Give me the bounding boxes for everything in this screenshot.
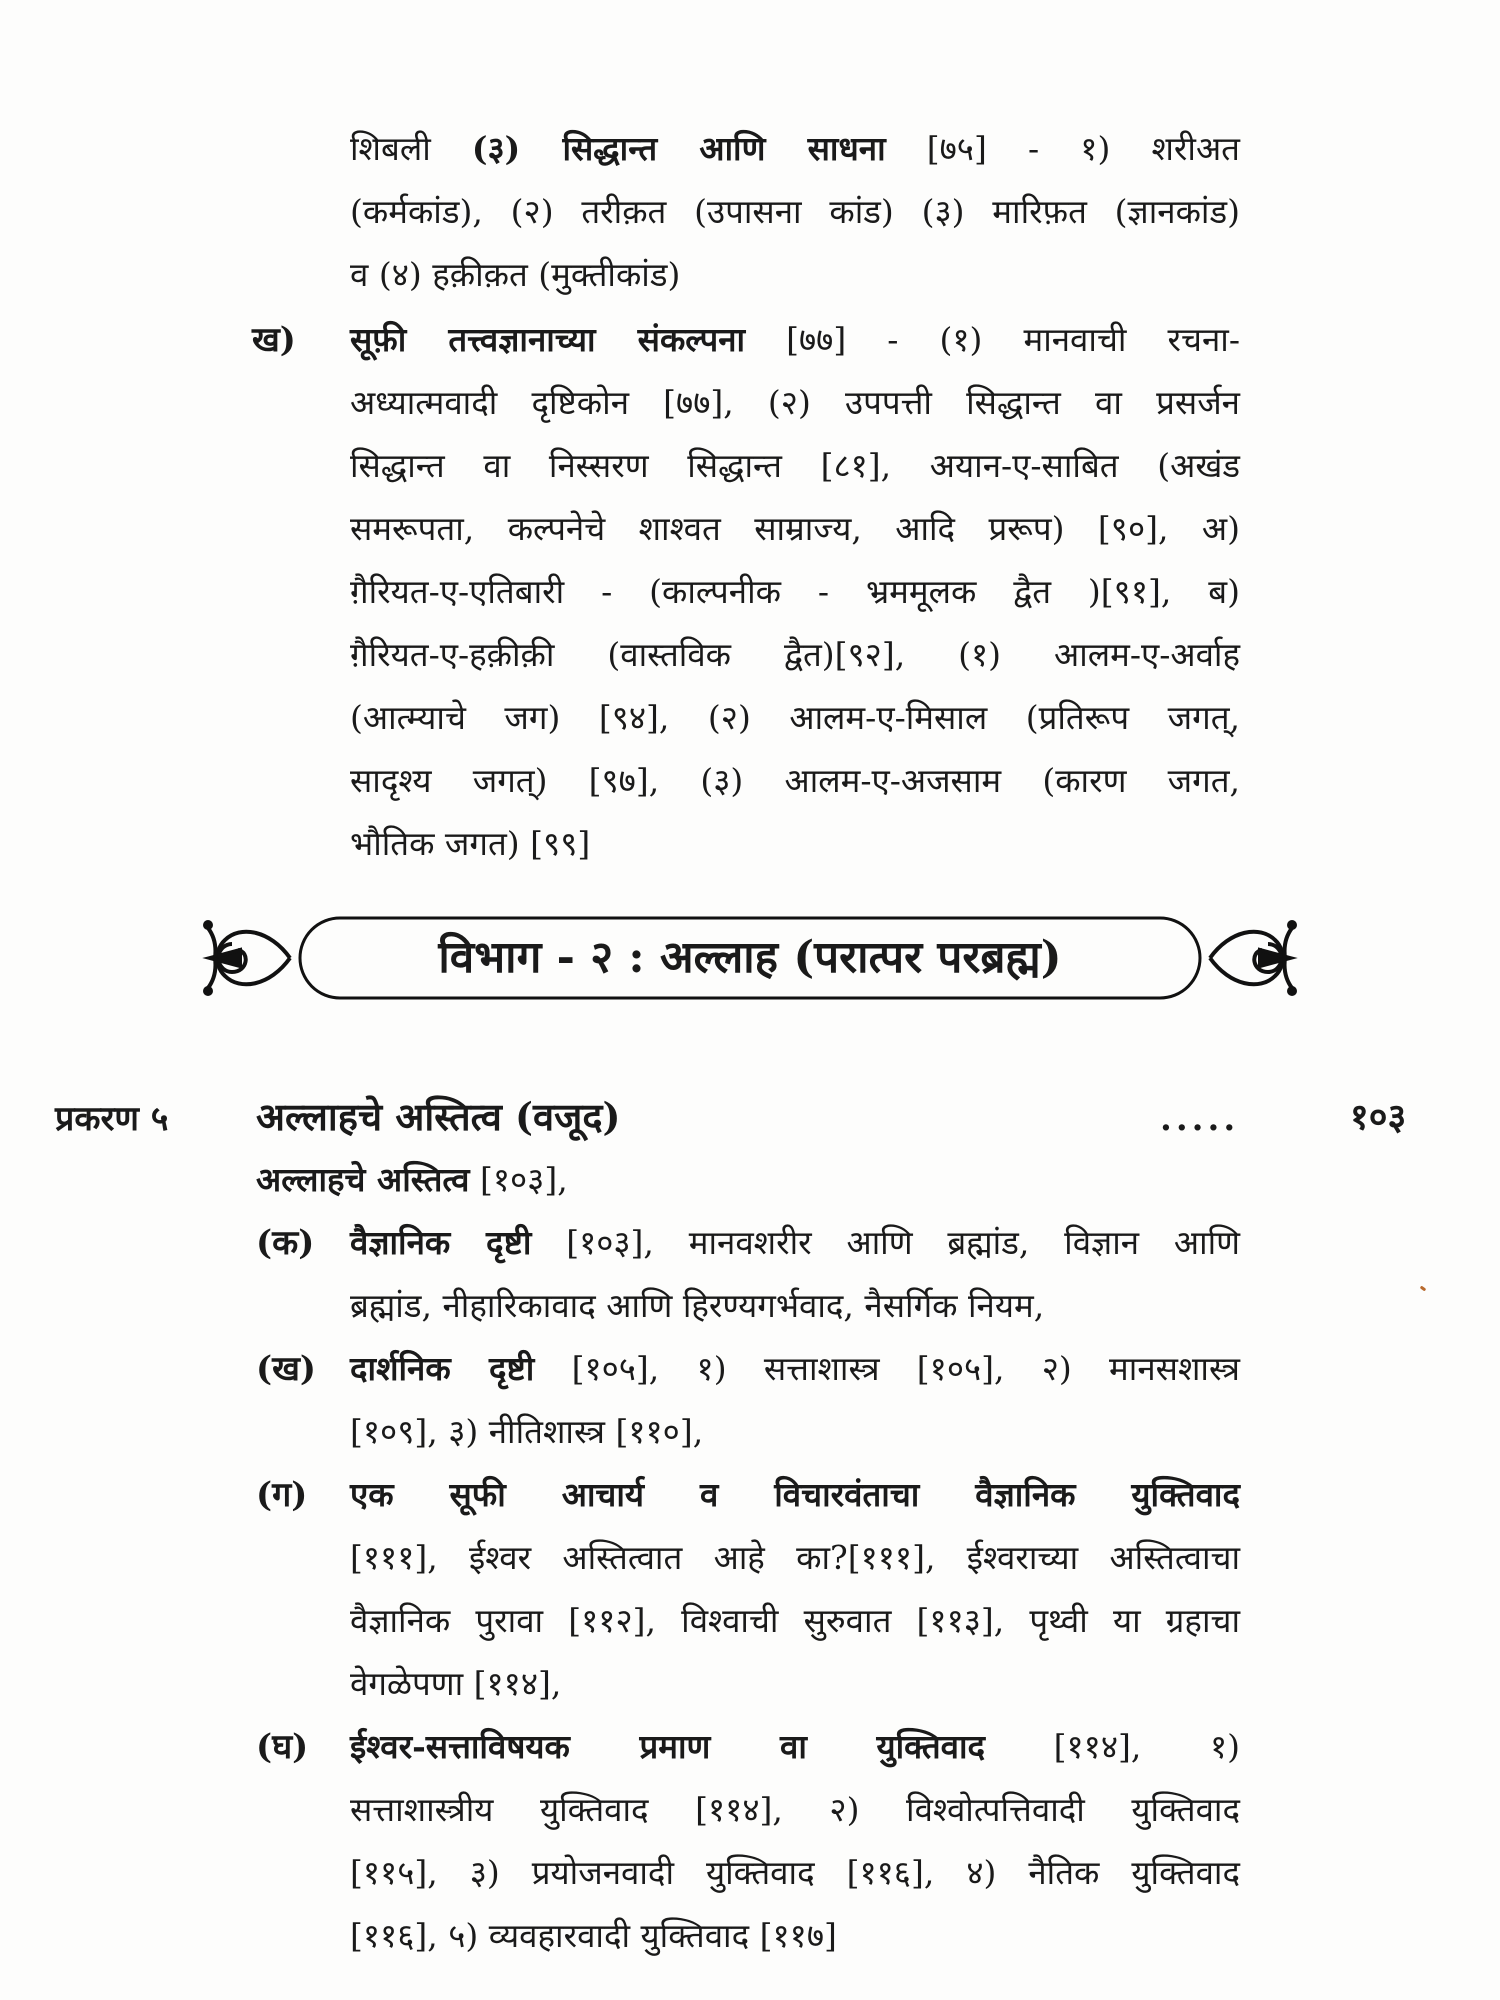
- toc-line: [350, 127, 1240, 171]
- toc-line: (कर्मकांड), (२) तरीक़त (उपासना कांड) (३) मारिफ़त (ज्ञानकांड): [350, 192, 1240, 231]
- ornament-dot-icon: [1287, 920, 1297, 930]
- toc-line: (आत्म्याचे जग) [९४], (२) आलम-ए-मिसाल (प्रतिरूप जगत्,: [350, 698, 1240, 737]
- toc-line: [१११], ईश्वर अस्तित्वात आहे का?[१११], ईश्वराच्या अस्तित्वाचा: [350, 1538, 1240, 1577]
- toc-line: सिद्धान्त वा निस्सरण सिद्धान्त [८१], अयान-ए-साबित (अखंड: [350, 446, 1240, 485]
- ornament-dot-icon: [203, 986, 213, 996]
- page-number: १०३: [1350, 1096, 1407, 1138]
- toc-line: अध्यात्मवादी दृष्टिकोन [७७], (२) उपपत्ती सिद्धान्त वा प्रसर्जन: [350, 383, 1240, 422]
- item-marker: (क): [256, 1223, 315, 1263]
- toc-heading: (३) सिद्धान्त आणि साधना: [471, 129, 886, 168]
- toc-heading: सूफ़ी तत्त्वज्ञानाच्या संकल्पना: [350, 320, 746, 359]
- ink-speck: [1420, 1286, 1427, 1292]
- toc-text: [७५] - १) शरीअत: [885, 129, 1240, 168]
- toc-text: [११४], १): [985, 1727, 1240, 1766]
- item-marker: ख): [252, 320, 296, 360]
- toc-text: [१०५], १) सत्ताशास्त्र [१०५], २) मानसशास्त्र: [534, 1349, 1240, 1388]
- chapter-title: अल्लाहचे अस्तित्व (वजूद): [256, 1094, 621, 1139]
- leader-dots: .....: [1160, 1099, 1240, 1139]
- toc-text: [७७] - (१) मानवाची रचना-: [745, 320, 1240, 359]
- toc-line: ग़ैरियत-ए-एतिबारी - (काल्पनीक - भ्रममूलक द्वैत )[९१], ब): [350, 572, 1240, 611]
- toc-text: [१०३], मानवशरीर आणि ब्रह्मांड, विज्ञान आणि: [531, 1223, 1240, 1262]
- toc-line: [350, 1347, 1240, 1391]
- toc-line: [११६], ५) व्यवहारवादी युक्तिवाद [११७]: [350, 1916, 837, 1955]
- toc-line: [350, 1725, 1240, 1769]
- toc-line: [११५], ३) प्रयोजनवादी युक्तिवाद [११६], ४) नैतिक युक्तिवाद: [350, 1853, 1240, 1892]
- toc-text: [१०३],: [469, 1160, 568, 1199]
- toc-line: वैज्ञानिक पुरावा [११२], विश्वाची सुरुवात [११३], पृथ्वी या ग्रहाचा: [350, 1601, 1240, 1640]
- ornament-left-icon: [205, 925, 290, 991]
- toc-heading: ईश्वर-सत्ताविषयक प्रमाण वा युक्तिवाद: [350, 1727, 986, 1766]
- toc-line: [350, 318, 1240, 362]
- toc-line: भौतिक जगत) [९९]: [350, 824, 591, 863]
- item-marker: (ग): [256, 1475, 308, 1515]
- section-title: विभाग - २ : अल्लाह (परात्पर परब्रह्म): [438, 932, 1062, 983]
- toc-line: [350, 1221, 1240, 1265]
- item-marker: (ख): [256, 1349, 316, 1389]
- toc-heading: दार्शनिक दृष्टी: [350, 1349, 535, 1388]
- toc-line: ब्रह्मांड, नीहारिकावाद आणि हिरण्यगर्भवाद, नैसर्गिक नियम,: [350, 1286, 1045, 1325]
- ornament-dot-icon: [1287, 986, 1297, 996]
- toc-line: ग़ैरियत-ए-हक़ीक़ी (वास्तविक द्वैत)[९२], (१) आलम-ए-अर्वाह: [350, 635, 1240, 674]
- chapter-label: प्रकरण ५: [55, 1099, 169, 1139]
- toc-heading: [350, 1473, 1240, 1517]
- toc-text: शिबली: [350, 129, 472, 168]
- toc-heading: वैज्ञानिक दृष्टी: [350, 1223, 532, 1262]
- toc-heading: अल्लाहचे अस्तित्व: [256, 1160, 470, 1199]
- item-marker: (घ): [256, 1727, 309, 1767]
- ornament-right-icon: [1210, 925, 1295, 991]
- ornament-dot-icon: [203, 920, 213, 930]
- chapter-intro: [256, 1158, 568, 1202]
- toc-line: सत्ताशास्त्रीय युक्तिवाद [११४], २) विश्वोत्पत्तिवादी युक्तिवाद: [350, 1790, 1240, 1829]
- toc-line: समरूपता, कल्पनेचे शाश्वत साम्राज्य, आदि प्ररूप) [९०], अ): [350, 509, 1240, 548]
- toc-line: [१०९], ३) नीतिशास्त्र [११०],: [350, 1412, 704, 1451]
- toc-line: सादृश्य जगत्) [९७], (३) आलम-ए-अजसाम (कारण जगत,: [350, 761, 1240, 800]
- toc-line: वेगळेपणा [११४],: [350, 1664, 562, 1703]
- toc-line: व (४) हक़ीक़त (मुक्तीकांड): [350, 255, 681, 294]
- toc-heading-text: एक सूफी आचार्य व विचारवंताचा वैज्ञानिक युक्तिवाद: [350, 1475, 1240, 1514]
